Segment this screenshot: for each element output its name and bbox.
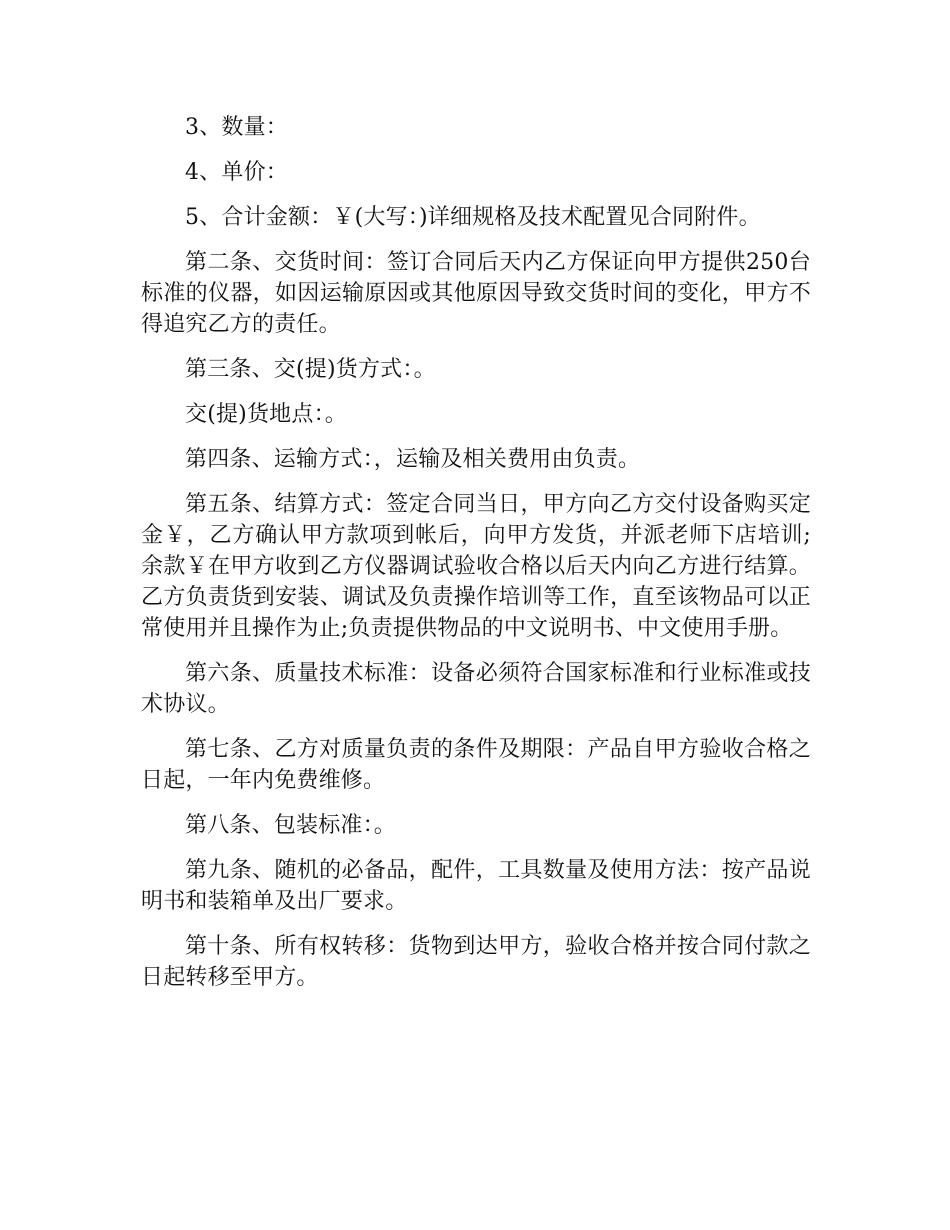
clause-2-delivery-time: 第二条、交货时间：签订合同后天内乙方保证向甲方提供250台标准的仪器，如因运输原因或其他原因导致交货时间的变化，甲方不得追究乙方的责任。 — [141, 250, 811, 337]
clause-3-delivery-method: 第三条、交(提)货方式：。 — [185, 357, 436, 382]
clause-9-accessories: 第九条、随机的必备品，配件，工具数量及使用方法：按产品说明书和装箱单及出厂要求。 — [141, 858, 811, 914]
clause-7-warranty: 第七条、乙方对质量负责的条件及期限：产品自甲方验收合格之日起，一年内免费维修。 — [141, 737, 811, 793]
delivery-location: 交(提)货地点：。 — [185, 402, 347, 427]
clause-6-quality-standard: 第六条、质量技术标准：设备必须符合国家标准和行业标准或技术协议。 — [141, 661, 811, 717]
item-quantity: 3、数量： — [185, 115, 288, 140]
contract-body — [141, 112, 811, 1007]
clause-4-transport: 第四条、运输方式：，运输及相关费用由负责。 — [185, 447, 641, 472]
clause-8-packaging: 第八条、包装标准：。 — [185, 813, 397, 838]
clause-5-settlement: 第五条、结算方式：签定合同当日，甲方向乙方交付设备购买定金￥，乙方确认甲方款项到帐后，向甲方发货，并派老师下店培训;余款￥在甲方收到乙方仪器调试验收合格以后天内向乙方进行结算。乙方负责货到安装、调试及负责操作培训等工作，直至该物品可以正常使用并且操作为止;负责提供物品的中文说明书、中文使用手册。 — [141, 492, 811, 641]
item-unit-price: 4、单价： — [185, 160, 288, 185]
clause-10-ownership-transfer: 第十条、所有权转移：货物到达甲方，验收合格并按合同付款之日起转移至甲方。 — [141, 934, 811, 990]
item-total-amount: 5、合计金额：￥(大写：)详细规格及技术配置见合同附件。 — [185, 205, 761, 230]
